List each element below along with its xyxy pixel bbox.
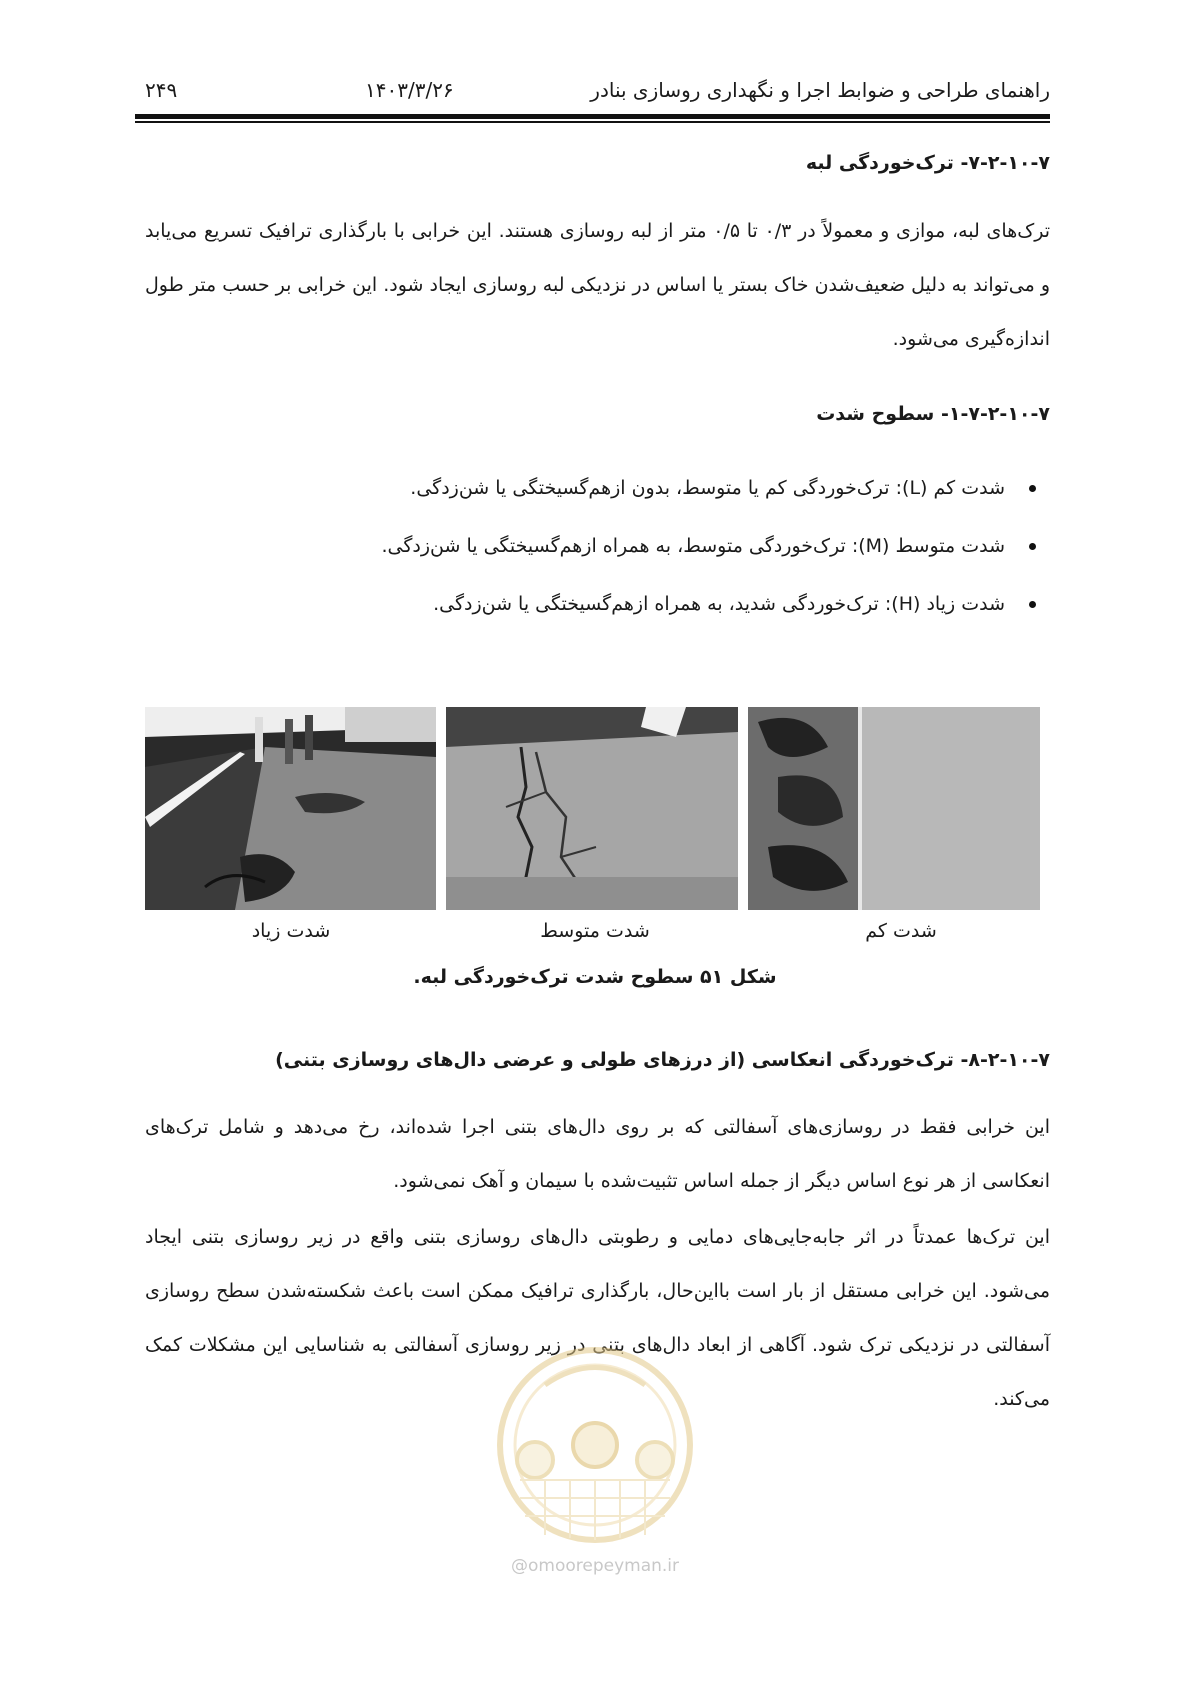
section-heading-severity-levels: ۱-۷-۲-۱۰-۷- سطوح شدت: [816, 403, 1050, 425]
watermark-logo-icon: [475, 1340, 715, 1570]
section-heading-reflective-cracking: ۸-۲-۱۰-۷- ترک‌خوردگی انعکاسی (از درزهای طولی و عرضی دال‌های روسازی بتنی): [275, 1049, 1050, 1071]
section-paragraph-edge-cracking: ترک‌های لبه، موازی و معمولاً در ۰/۳ تا ۰/۵ متر از لبه روسازی هستند. این خرابی با بارگذاری ترافیک تسریع می‌یابد و می‌تواند به دلیل ضعیف‌شدن خاک بستر یا اساس در نزدیکی لبه روسازی ایجاد شود. این خرابی بر حسب متر طول اندازه‌گیری می‌شود.: [145, 220, 1050, 350]
list-item: شدت متوسط (M): ترک‌خوردگی متوسط، به همراه ازهم‌گسیختگی یا شن‌زدگی.: [381, 531, 1050, 589]
bullet-icon: [1029, 543, 1036, 550]
severity-list: [381, 473, 1050, 647]
photo-low-severity: [748, 707, 1040, 910]
list-item: شدت کم (L): ترک‌خوردگی کم یا متوسط، بدون ازهم‌گسیختگی یا شن‌زدگی.: [381, 473, 1050, 531]
photo-medium-severity: [446, 707, 738, 910]
header-rule-thick: [135, 114, 1050, 119]
photo-high-severity: [145, 707, 436, 910]
bullet-icon: [1029, 601, 1036, 608]
section-heading-edge-cracking: ۷-۲-۱۰-۷- ترک‌خوردگی لبه: [805, 152, 1050, 174]
figure-caption: شکل ۵۱ سطوح شدت ترک‌خوردگی لبه.: [413, 966, 777, 988]
header-rule-thin: [135, 121, 1050, 123]
section-paragraph-reflective-2: این ترک‌ها عمدتاً در اثر جابه‌جایی‌های دمایی و رطوبتی دال‌های روسازی بتنی واقع در زیر روسازی بتنی ایجاد می‌شود. این خرابی مستقل از بار است بااین‌حال، بارگذاری ترافیک ممکن است باعث شکسته‌شدن سطح روسازی آسفالتی در نزدیکی ترک شود. آگاهی از ابعاد دال‌های بتنی در زیر روسازی آسفالتی به شناسایی این مشکلات کمک می‌کند.: [145, 1226, 1050, 1410]
list-item: شدت زیاد (H): ترک‌خوردگی شدید، به همراه ازهم‌گسیختگی یا شن‌زدگی.: [381, 589, 1050, 647]
page-number: ۲۴۹: [145, 78, 178, 102]
document-title: راهنمای طراحی و ضوابط اجرا و نگهداری روسازی بنادر: [590, 78, 1050, 102]
watermark-url: @omoorepeyman.ir: [510, 1556, 680, 1576]
figure-label-high: شدت زیاد: [251, 920, 331, 942]
figure-label-low: شدت کم: [865, 920, 937, 942]
figure-label-medium: شدت متوسط: [540, 920, 650, 942]
page-header: [145, 74, 1050, 114]
bullet-icon: [1029, 485, 1036, 492]
section-paragraph-reflective-1: این خرابی فقط در روسازی‌های آسفالتی که بر روی دال‌های بتنی اجرا شده‌اند، رخ می‌دهد و شامل ترک‌های انعکاسی از هر نوع اساس دیگر از جمله اساس تثبیت‌شده با سیمان و آهک نمی‌شود.: [145, 1116, 1050, 1192]
document-date: ۱۴۰۳/۳/۲۶: [365, 78, 454, 102]
